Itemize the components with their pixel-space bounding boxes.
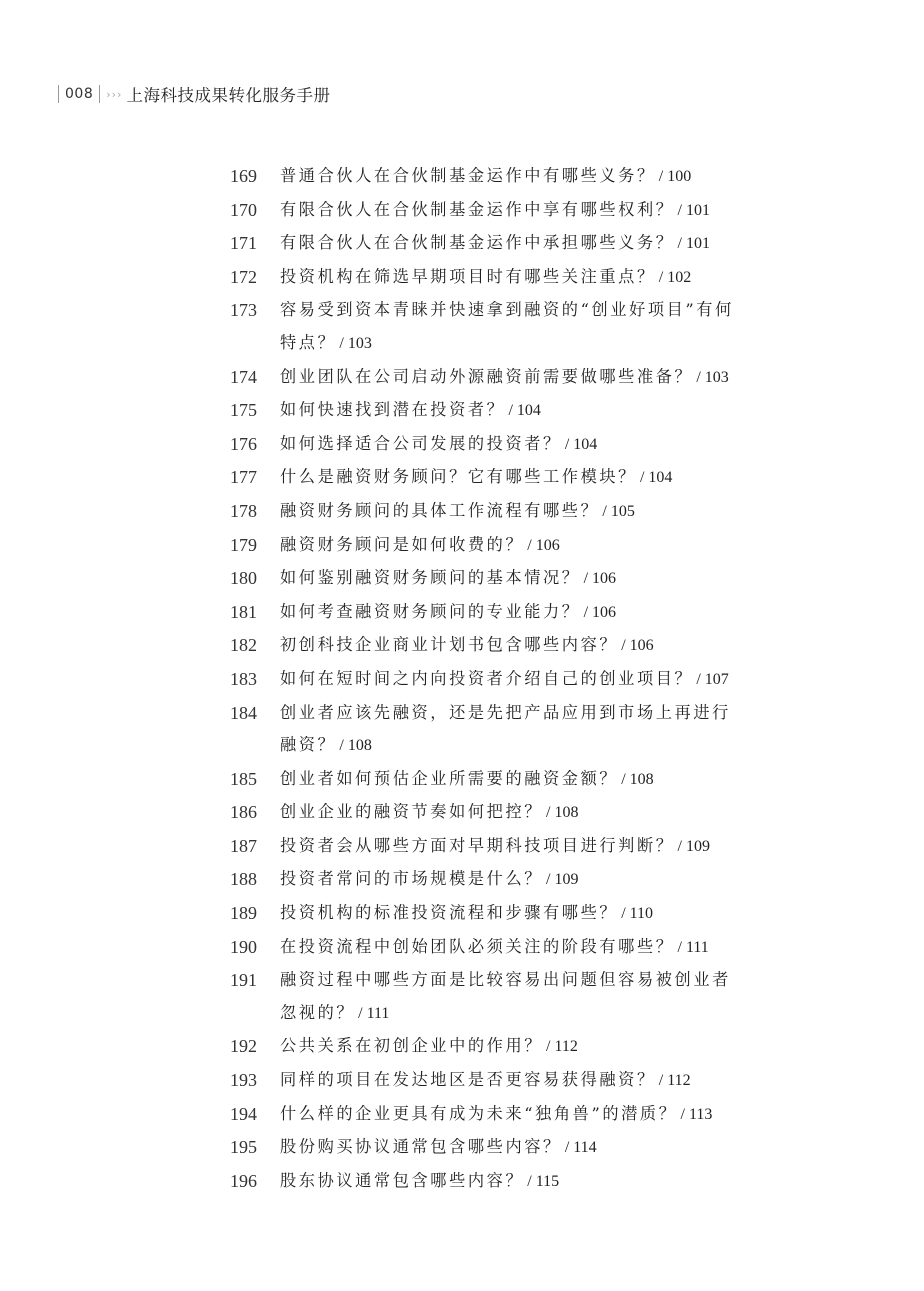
entry-page: / 107 — [696, 670, 729, 688]
entry-page: / 110 — [621, 905, 654, 923]
toc-entry[interactable] — [230, 227, 790, 261]
entry-title: 融资财务顾问是如何收费的？ — [280, 534, 525, 554]
entry-title-wrap — [280, 227, 740, 261]
toc-entry[interactable] — [230, 294, 790, 360]
entry-number: 194 — [230, 1103, 257, 1124]
entry-number: 175 — [230, 400, 257, 421]
entry-title-wrap — [280, 931, 740, 965]
toc-entry[interactable] — [230, 428, 790, 462]
entry-page: / 113 — [680, 1105, 713, 1123]
entry-title-wrap — [280, 863, 740, 897]
entry-title: 投资者会从哪些方面对早期科技项目进行判断？ — [280, 835, 675, 855]
entry-title-wrap — [280, 394, 740, 428]
entry-number: 183 — [230, 668, 257, 689]
entry-title-wrap — [280, 1098, 740, 1132]
entry-title: 创业者应该先融资，还是先把产品应用到市场上再进行融资？ — [280, 702, 731, 755]
entry-title-wrap — [280, 596, 740, 630]
entry-title-wrap — [280, 1064, 740, 1098]
entry-title-wrap — [280, 160, 740, 194]
entry-number: 189 — [230, 903, 257, 924]
entry-page: / 108 — [339, 737, 372, 755]
entry-title: 同样的项目在发达地区是否更容易获得融资？ — [280, 1070, 656, 1090]
entry-number: 178 — [230, 500, 257, 521]
entry-number: 176 — [230, 433, 257, 454]
entry-number: 193 — [230, 1070, 257, 1091]
entry-title: 如何选择适合公司发展的投资者？ — [280, 433, 562, 453]
entry-number: 177 — [230, 467, 257, 488]
entry-title: 融资财务顾问的具体工作流程有哪些？ — [280, 500, 600, 520]
entry-title: 有限合伙人在合伙制基金运作中享有哪些权利？ — [280, 199, 675, 219]
entry-page: / 106 — [527, 536, 560, 554]
book-title: 上海科技成果转化服务手册 — [126, 86, 331, 105]
toc-entry[interactable] — [230, 1064, 790, 1098]
entry-page: / 106 — [621, 637, 654, 655]
entry-title: 初创科技企业商业计划书包含哪些内容？ — [280, 635, 619, 655]
toc-entry[interactable] — [230, 160, 790, 194]
entry-number: 181 — [230, 601, 257, 622]
entry-title-wrap — [280, 461, 740, 495]
entry-title-wrap — [280, 194, 740, 228]
toc-entry[interactable] — [230, 964, 790, 1030]
entry-page: / 112 — [658, 1072, 691, 1090]
entry-number: 172 — [230, 266, 257, 287]
toc-entry[interactable] — [230, 361, 790, 395]
entry-page: / 104 — [508, 402, 541, 420]
entry-title-wrap — [280, 1131, 740, 1165]
entry-title: 如何考查融资财务顾问的专业能力？ — [280, 601, 581, 621]
entry-page: / 111 — [677, 938, 709, 956]
toc-entry[interactable] — [230, 562, 790, 596]
table-of-contents — [230, 160, 790, 1198]
entry-title: 容易受到资本青睐并快速拿到融资的“创业好项目”有何特点？ — [280, 300, 734, 352]
entry-title-wrap — [280, 1165, 740, 1199]
entry-page: / 115 — [527, 1172, 560, 1190]
entry-page: / 114 — [564, 1139, 597, 1157]
entry-page: / 105 — [602, 502, 635, 520]
toc-entry[interactable] — [230, 529, 790, 563]
entry-title: 投资机构的标准投资流程和步骤有哪些？ — [280, 903, 619, 923]
entry-number: 169 — [230, 166, 257, 186]
toc-entry[interactable] — [230, 830, 790, 864]
entry-page: / 106 — [583, 570, 617, 588]
entry-title: 股份购买协议通常包含哪些内容？ — [280, 1137, 562, 1157]
entry-page: / 102 — [658, 268, 692, 286]
entry-title: 创业团队在公司启动外源融资前需要做哪些准备？ — [280, 366, 694, 386]
entry-title: 如何快速找到潜在投资者？ — [280, 400, 506, 420]
entry-title: 融资过程中哪些方面是比较容易出问题但容易被创业者忽视的？ — [280, 970, 731, 1022]
entry-title-wrap — [280, 562, 740, 596]
toc-entry[interactable] — [230, 931, 790, 965]
entry-page: / 103 — [696, 368, 729, 386]
entry-page: / 109 — [546, 871, 579, 889]
entry-number: 184 — [230, 702, 257, 723]
chevron-icon: ››› — [106, 87, 123, 101]
entry-number: 192 — [230, 1036, 257, 1057]
running-header — [58, 82, 330, 106]
entry-title-wrap — [280, 897, 740, 931]
toc-entry[interactable] — [230, 596, 790, 630]
entry-number: 188 — [230, 869, 257, 890]
entry-page: / 103 — [339, 334, 372, 352]
entry-number: 174 — [230, 366, 257, 387]
entry-title: 普通合伙人在合伙制基金运作中有哪些义务？ — [280, 166, 656, 185]
entry-title: 投资者常问的市场规模是什么？ — [280, 869, 544, 889]
toc-entry[interactable] — [230, 863, 790, 897]
entry-title: 在投资流程中创始团队必须关注的阶段有哪些？ — [280, 936, 675, 956]
entry-page: / 108 — [621, 770, 654, 788]
entry-title-wrap — [280, 294, 740, 360]
entry-page: / 104 — [564, 435, 598, 453]
toc-entry[interactable] — [230, 495, 790, 529]
entry-number: 170 — [230, 199, 257, 220]
entry-number: 187 — [230, 835, 257, 856]
entry-title: 创业企业的融资节奏如何把控？ — [280, 802, 544, 822]
entry-page: / 101 — [677, 235, 710, 253]
toc-entry[interactable] — [230, 1165, 790, 1199]
entry-title-wrap — [280, 697, 740, 763]
toc-entry[interactable] — [230, 261, 790, 295]
entry-title-wrap — [280, 663, 740, 697]
entry-title: 什么是融资财务顾问？它有哪些工作模块？ — [280, 467, 637, 487]
entry-number: 195 — [230, 1137, 257, 1158]
entry-title-wrap — [280, 261, 740, 295]
toc-entry[interactable] — [230, 629, 790, 663]
entry-title-wrap — [280, 428, 740, 462]
entry-page: / 104 — [639, 469, 673, 487]
header-divider-left — [58, 85, 59, 103]
entry-title-wrap — [280, 964, 740, 1030]
entry-page: / 101 — [677, 201, 710, 219]
toc-entry[interactable] — [230, 697, 790, 763]
entry-number: 182 — [230, 635, 257, 656]
entry-number: 186 — [230, 802, 257, 823]
entry-title: 如何在短时间之内向投资者介绍自己的创业项目？ — [280, 668, 694, 688]
toc-entry[interactable] — [230, 394, 790, 428]
entry-number: 185 — [230, 768, 257, 789]
toc-entry[interactable] — [230, 763, 790, 797]
entry-number: 191 — [230, 970, 257, 991]
entry-page: / 111 — [358, 1004, 390, 1022]
entry-page: / 109 — [677, 837, 710, 855]
toc-entry[interactable] — [230, 897, 790, 931]
entry-number: 171 — [230, 233, 257, 254]
entry-title-wrap — [280, 763, 740, 797]
entry-title: 什么样的企业更具有成为未来“独角兽”的潜质？ — [280, 1103, 678, 1123]
entry-title-wrap — [280, 495, 740, 529]
toc-entry[interactable] — [230, 461, 790, 495]
entry-page: / 112 — [546, 1038, 578, 1056]
toc-entry[interactable] — [230, 663, 790, 697]
entry-title-wrap — [280, 529, 740, 563]
entry-page: / 108 — [546, 804, 579, 822]
toc-entry[interactable] — [230, 1131, 790, 1165]
entry-number: 196 — [230, 1170, 257, 1191]
toc-entry[interactable] — [230, 796, 790, 830]
entry-number: 180 — [230, 568, 257, 589]
toc-entry[interactable] — [230, 1030, 790, 1064]
entry-title-wrap — [280, 796, 740, 830]
entry-title-wrap — [280, 361, 740, 395]
entry-title: 公共关系在初创企业中的作用？ — [280, 1036, 544, 1056]
page-number: 008 — [65, 86, 94, 102]
entry-number: 190 — [230, 936, 257, 957]
entry-title: 如何鉴别融资财务顾问的基本情况？ — [280, 568, 581, 588]
entry-page: / 100 — [658, 168, 692, 185]
entry-number: 179 — [230, 534, 257, 555]
entry-number: 173 — [230, 300, 257, 321]
toc-entry[interactable] — [230, 194, 790, 228]
header-divider-right — [99, 85, 100, 103]
entry-page: / 106 — [583, 603, 617, 621]
entry-title: 股东协议通常包含哪些内容？ — [280, 1170, 525, 1190]
entry-title: 有限合伙人在合伙制基金运作中承担哪些义务？ — [280, 233, 675, 253]
entry-title: 投资机构在筛选早期项目时有哪些关注重点？ — [280, 266, 656, 286]
entry-title-wrap — [280, 629, 740, 663]
entry-title-wrap — [280, 830, 740, 864]
toc-entry[interactable] — [230, 1098, 790, 1132]
entry-title-wrap — [280, 1030, 740, 1064]
entry-title: 创业者如何预估企业所需要的融资金额？ — [280, 768, 619, 788]
